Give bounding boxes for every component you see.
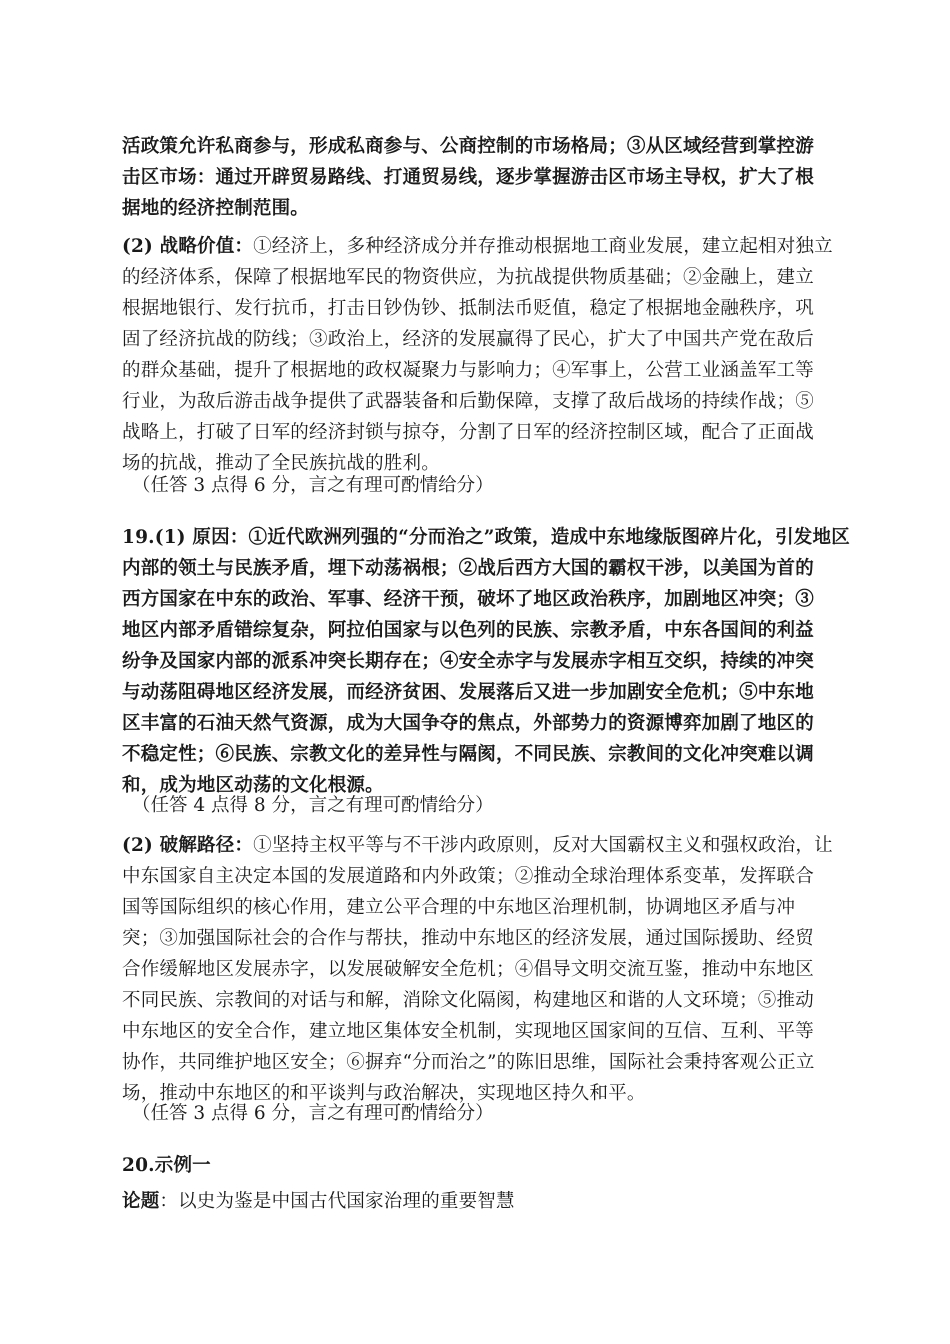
text-line: 和，成为地区动荡的文化根源。 — [122, 775, 384, 796]
text-line: 内部的领土与民族矛盾，埋下动荡祸根；②战后西方大国的霸权干涉，以美国为首的 — [122, 558, 814, 579]
section-19-part-2 — [122, 830, 833, 1109]
text-line: 国等国际组织的核心作用，建立公平合理的中东地区治理机制，协调地区矛盾与冲 — [122, 897, 796, 918]
part-label: (2) 战略价值： — [122, 236, 254, 257]
text-line: 场，推动中东地区的和平谈判与政治解决，实现地区持久和平。 — [122, 1083, 646, 1104]
text-line: 不同民族、宗教间的对话与和解，消除文化隔阂，构建地区和谐的人文环境；⑤推动 — [122, 990, 814, 1011]
question-label: 19.(1) 原因： — [122, 527, 249, 548]
text-segment: ①经济上，多种经济成分并存推动根据地工商业发展，建立起相对独立 — [253, 236, 833, 257]
scoring-note — [122, 470, 828, 501]
scoring-note — [122, 790, 828, 821]
section-heading: 20.示例一 — [122, 1155, 211, 1176]
text-line: 战略上，打破了日军的经济封锁与掠夺，分割了日军的经济控制区域，配合了正面战 — [122, 422, 814, 443]
text-line: 固了经济抗战的防线；③政治上，经济的发展赢得了民心，扩大了中国共产党在敌后 — [122, 329, 814, 350]
topic-line — [122, 1186, 828, 1217]
text-line: 区丰富的石油天然气资源，成为大国争夺的焦点，外部势力的资源博弈加剧了地区的 — [122, 713, 814, 734]
section-19-part-1 — [122, 522, 850, 801]
text-segment: ①坚持主权平等与不干涉内政原则，反对大国霸权主义和强权政治，让 — [253, 835, 833, 856]
section-18-part-2 — [122, 231, 833, 479]
text-line: 纷争及国家内部的派系冲突长期存在；④安全赤字与发展赤字相互交织，持续的冲突 — [122, 651, 814, 672]
text-line: 不稳定性；⑥民族、宗教文化的差异性与隔阂，不同民族、宗教间的文化冲突难以调 — [122, 744, 814, 765]
text-line: 活政策允许私商参与，形成私商参与、公商控制的市场格局；③从区域经营到掌控游 — [122, 136, 814, 157]
text-line: 据地的经济控制范围。 — [122, 198, 310, 219]
text-line: 地区内部矛盾错综复杂，阿拉伯国家与以色列的民族、宗教矛盾，中东各国间的利益 — [122, 620, 814, 641]
text-line: 根据地银行、发行抗币，打击日钞伪钞、抵制法币贬值，稳定了根据地金融秩序，巩 — [122, 298, 814, 319]
text-line: 的群众基础，提升了根据地的政权凝聚力与影响力；④军事上，公营工业涵盖军工等 — [122, 360, 814, 381]
text-line — [122, 830, 833, 861]
topic-label: 论题 — [122, 1191, 160, 1212]
text-line — [122, 231, 833, 262]
text-line: 西方国家在中东的政治、军事、经济干预，破坏了地区政治秩序，加剧地区冲突；③ — [122, 589, 814, 610]
section-18-conclusion — [122, 131, 828, 224]
text-line: 协作，共同维护地区安全；⑥摒弃“分而治之”的陈旧思维，国际社会秉持客观公正立 — [122, 1052, 815, 1073]
text-line: 合作缓解地区发展赤字，以发展破解安全危机；④倡导文明交流互鉴，推动中东地区 — [122, 959, 814, 980]
text-segment: ①近代欧洲列强的“分而治之”政策，造成中东地缘版图碎片化，引发地区 — [248, 527, 850, 548]
text-line — [122, 522, 850, 553]
text-line: 行业，为敌后游击战争提供了武器装备和后勤保障，支撑了敌后战场的持续作战；⑤ — [122, 391, 814, 412]
text-line: 中东地区的安全合作，建立地区集体安全机制，实现地区国家间的互信、互利、平等 — [122, 1021, 814, 1042]
text-line: 与动荡阻碍地区经济发展，而经济贫困、发展落后又进一步加剧安全危机；⑤中东地 — [122, 682, 814, 703]
part-label: (2) 破解路径： — [122, 835, 254, 856]
text-line: 突；③加强国际社会的合作与帮扶，推动中东地区的经济发展，通过国际援助、经贸 — [122, 928, 814, 949]
scoring-note-text: （任答 3 点得 6 分，言之有理可酌情给分） — [132, 475, 494, 496]
text-line: 中东国家自主决定本国的发展道路和内外政策；②推动全球治理体系变革，发挥联合 — [122, 866, 814, 887]
text-line: 的经济体系，保障了根据地军民的物资供应，为抗战提供物质基础；②金融上，建立 — [122, 267, 814, 288]
scoring-note-text: （任答 4 点得 8 分，言之有理可酌情给分） — [132, 795, 494, 816]
scoring-note-text: （任答 3 点得 6 分，言之有理可酌情给分） — [132, 1103, 494, 1124]
text-line: 击区市场：通过开辟贸易路线、打通贸易线，逐步掌握游击区市场主导权，扩大了根 — [122, 167, 814, 188]
topic-text: ：以史为鉴是中国古代国家治理的重要智慧 — [159, 1191, 515, 1212]
text-line: 场的抗战，推动了全民族抗战的胜利。 — [122, 453, 440, 474]
scoring-note — [122, 1098, 828, 1129]
section-20 — [122, 1150, 828, 1217]
